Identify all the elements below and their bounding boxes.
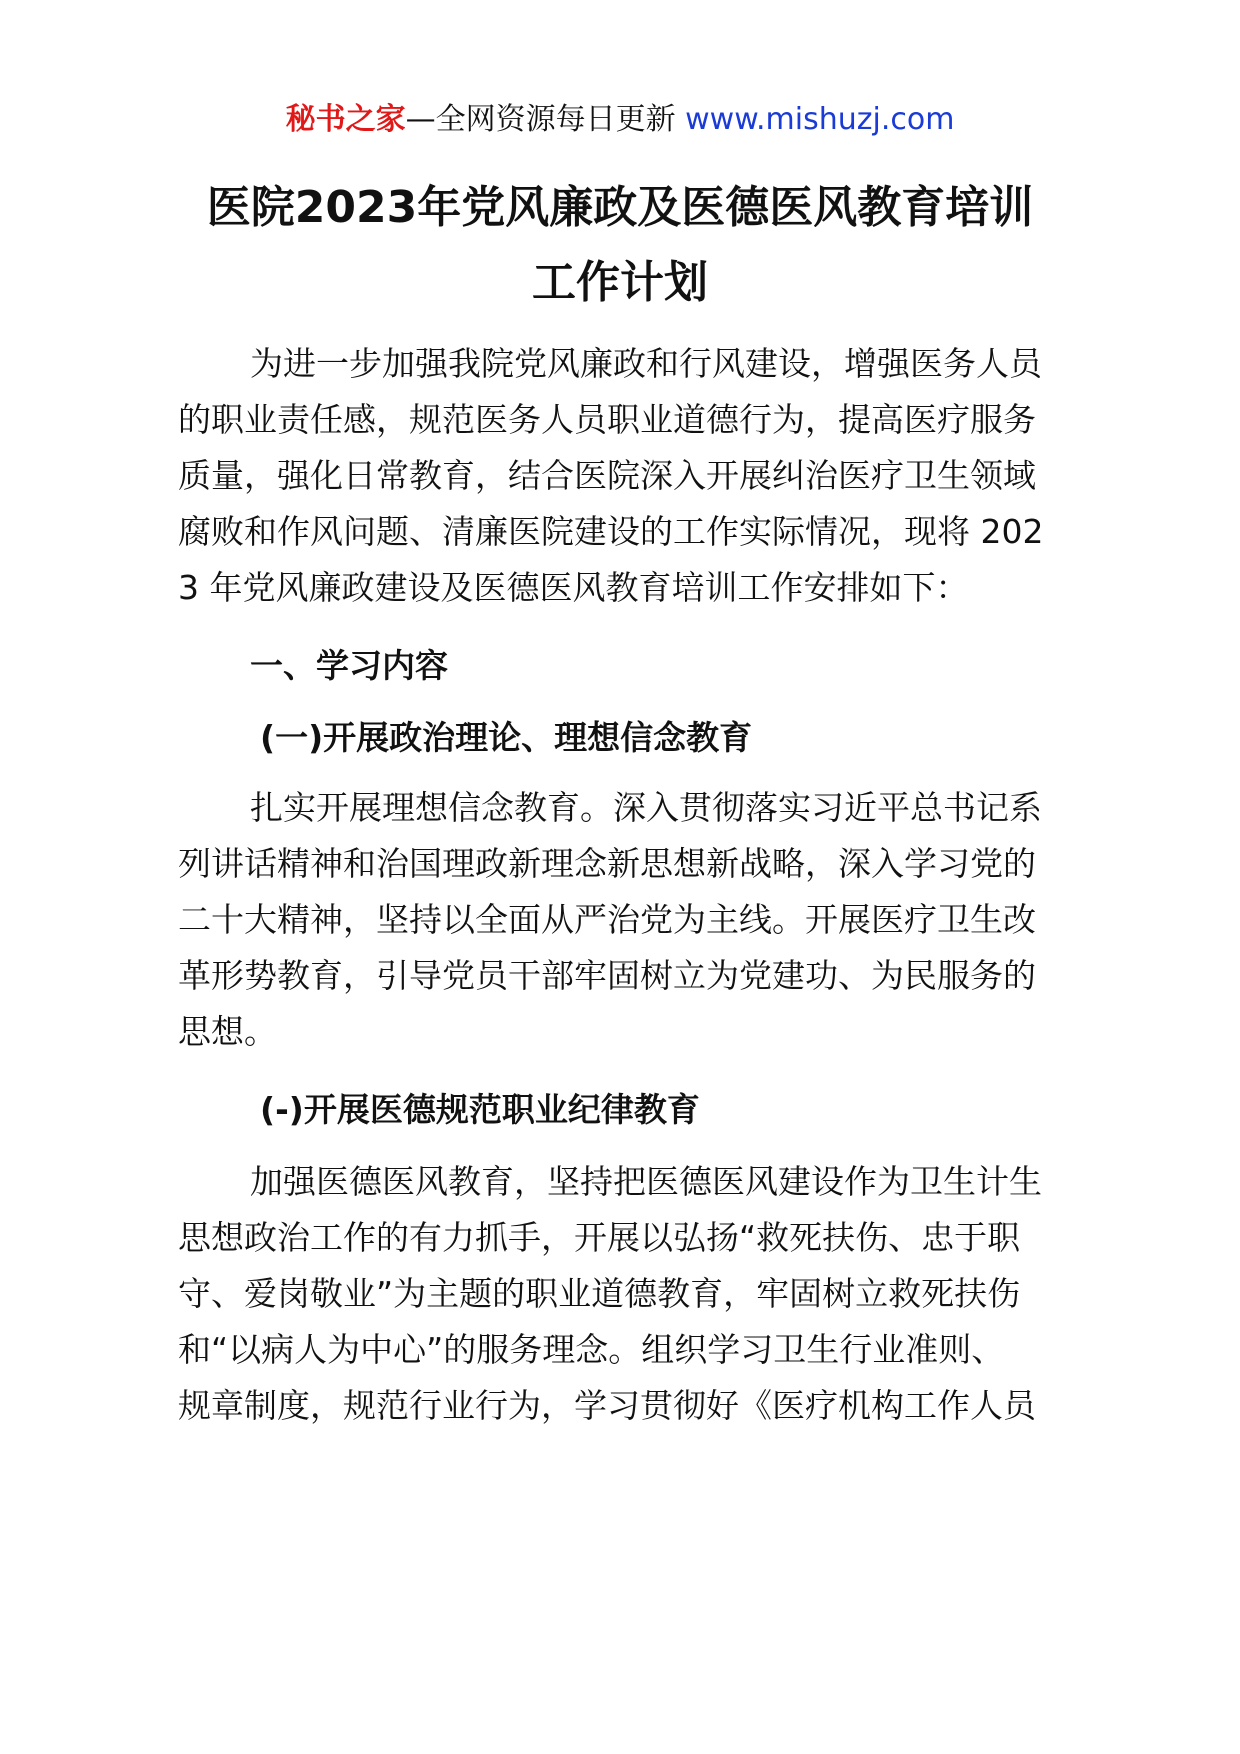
paragraph-2-line: 二十大精神，坚持以全面从严治党为主线。开展医疗卫生改 [178, 900, 1036, 939]
paragraph-2-line: 革形势教育，引导党员干部牢固树立为党建功、为民服务的 [178, 956, 1036, 995]
paragraph-1-line: 质量，强化日常教育，结合医院深入开展纠治医疗卫生领域 [178, 456, 1036, 495]
paragraph-1-line: 为进一步加强我院党风廉政和行风建设，增强医务人员 [250, 344, 1042, 383]
header-tagline: —全网资源每日更新 [405, 102, 686, 137]
paragraph-1-line: 3 年党风廉政建设及医德医风教育培训工作安排如下： [178, 568, 969, 607]
paragraph-3-line: 守、爱岗敬业”为主题的职业道德教育，牢固树立救死扶伤 [178, 1274, 1021, 1313]
paragraph-2-line: 扎实开展理想信念教育。深入贯彻落实习近平总书记系 [250, 788, 1042, 827]
paragraph-2-line: 思想。 [178, 1012, 277, 1051]
document-title-line-2: 工作计划 [532, 257, 708, 308]
paragraph-2-line: 列讲话精神和治国理政新理念新思想新战略，深入学习党的 [178, 844, 1036, 883]
paragraph-3-line: 和“以病人为中心”的服务理念。组织学习卫生行业准则、 [178, 1330, 1005, 1369]
paragraph-3-line: 加强医德医风教育，坚持把医德医风建设作为卫生计生 [250, 1162, 1042, 1201]
document-title-line-1: 医院2023年党风廉政及医德医风教育培训 [206, 182, 1034, 233]
subsection-heading-1: (一)开展政治理论、理想信念教育 [260, 718, 753, 757]
paragraph-3-line: 思想政治工作的有力抓手，开展以弘扬“救死扶伤、忠于职 [178, 1218, 1021, 1257]
paragraph-1-line: 腐败和作风问题、清廉医院建设的工作实际情况，现将 202 [178, 512, 1044, 551]
paragraph-1-line: 的职业责任感，规范医务人员职业道德行为，提高医疗服务 [178, 400, 1036, 439]
site-url[interactable]: www.mishuzj.com [685, 102, 955, 137]
subsection-heading-2: (-)开展医德规范职业纪律教育 [260, 1090, 700, 1129]
section-heading-1: 一、学习内容 [250, 646, 448, 685]
paragraph-3-line: 规章制度，规范行业行为，学习贯彻好《医疗机构工作人员 [178, 1386, 1036, 1425]
site-header [0, 100, 1240, 140]
brand-name: 秘书之家 [285, 102, 406, 137]
